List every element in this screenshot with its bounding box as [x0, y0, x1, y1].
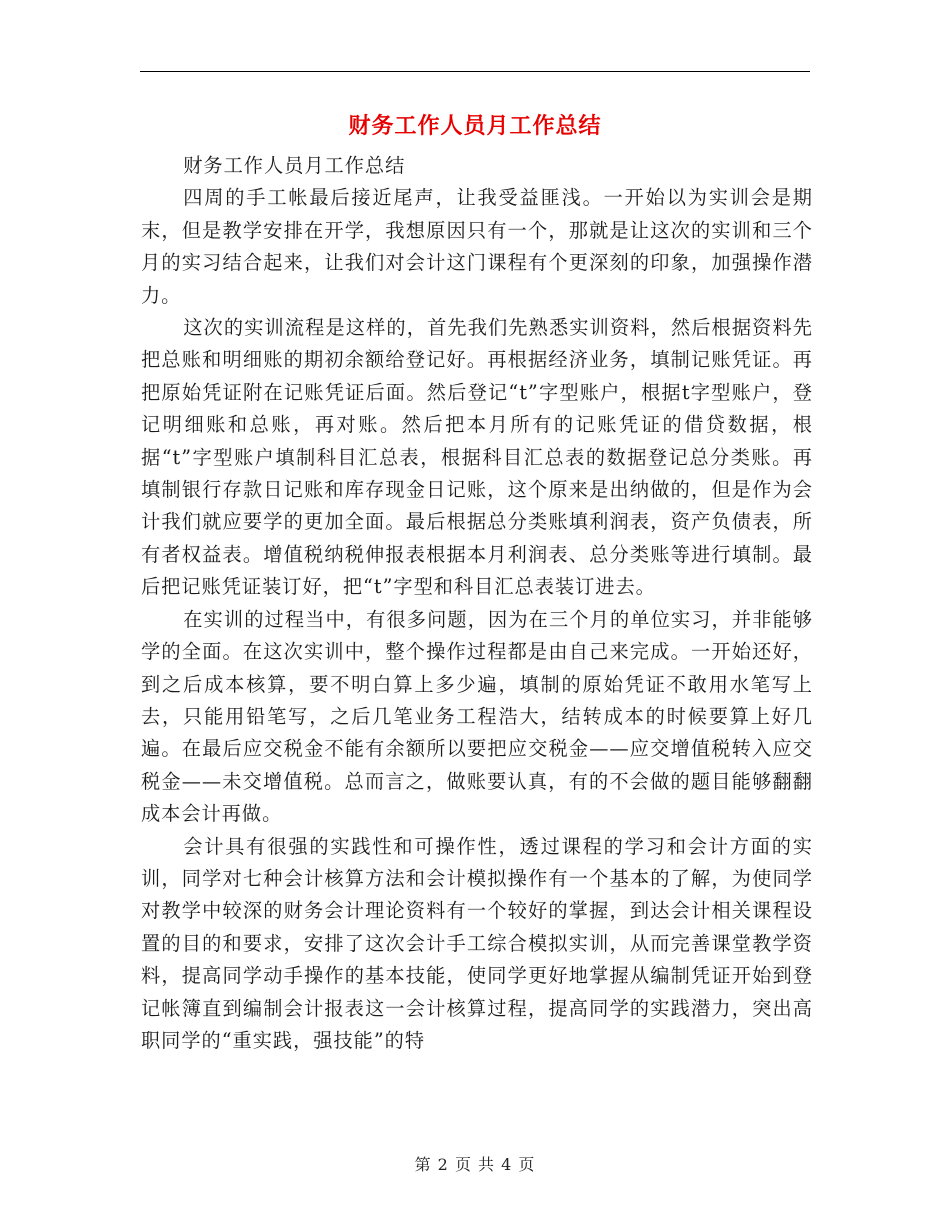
paragraph: 会计具有很强的实践性和可操作性，透过课程的学习和会计方面的实训，同学对七种会计核算方法和会计模拟操作有一个基本的了解，为使同学对教学中较深的财务会计理论资料有一个较好的掌握，到达会计相关课程设置的目的和要求，安排了这次会计手工综合模拟实训，从而完善课堂教学资料，提高同学动手操作的基本技能，使同学更好地掌握从编制凭证开始到登记帐簿直到编制会计报表这一会计核算过程，提高同学的实践潜力，突出高职同学的“重实践，强技能”的特 [141, 834, 813, 1052]
page-footer: 第 2 页 共 4 页 [414, 1155, 536, 1174]
paragraph: 在实训的过程当中，有很多问题，因为在三个月的单位实习，并非能够学的全面。在这次实训中，整个操作过程都是由自己来完成。一开始还好，到之后成本核算，要不明白算上多少遍，填制的原始凭证不敢用水笔写上去，只能用铅笔写，之后几笔业务工程浩大，结转成本的时候要算上好几遍。在最后应交税金不能有余额所以要把应交税金——应交增值税转入应交税金——未交增值税。总而言之，做账要认真，有的不会做的题目能够翻翻成本会计再做。 [141, 607, 813, 826]
header-rule [140, 71, 810, 72]
paragraph: 四周的手工帐最后接近尾声，让我受益匪浅。一开始以为实训会是期末，但是教学安排在开学，我想原因只有一个，那就是让这次的实训和三个月的实习结合起来，让我们对会计这门课程有个更深刻的印象，加强操作潜力。 [141, 186, 813, 307]
document-body [141, 150, 813, 1057]
paragraph-subtitle: 财务工作人员月工作总结 [183, 154, 406, 177]
document-title: 财务工作人员月工作总结 [348, 113, 602, 139]
paragraph: 这次的实训流程是这样的，首先我们先熟悉实训资料，然后根据资料先把总账和明细账的期初余额给登记好。再根据经济业务，填制记账凭证。再把原始凭证附在记账凭证后面。然后登记“t”字型账户，根据t字型账户，登记明细账和总账，再对账。然后把本月所有的记账凭证的借贷数据，根据“t”字型账户填制科目汇总表，根据科目汇总表的数据登记总分类账。再填制银行存款日记账和库存现金日记账，这个原来是出纳做的，但是作为会计我们就应要学的更加全面。最后根据总分类账填利润表，资产负债表，所有者权益表。增值税纳税伸报表根据本月利润表、总分类账等进行填制。最后把记账凭证装订好，把“t”字型和科目汇总表装订进去。 [141, 316, 813, 599]
